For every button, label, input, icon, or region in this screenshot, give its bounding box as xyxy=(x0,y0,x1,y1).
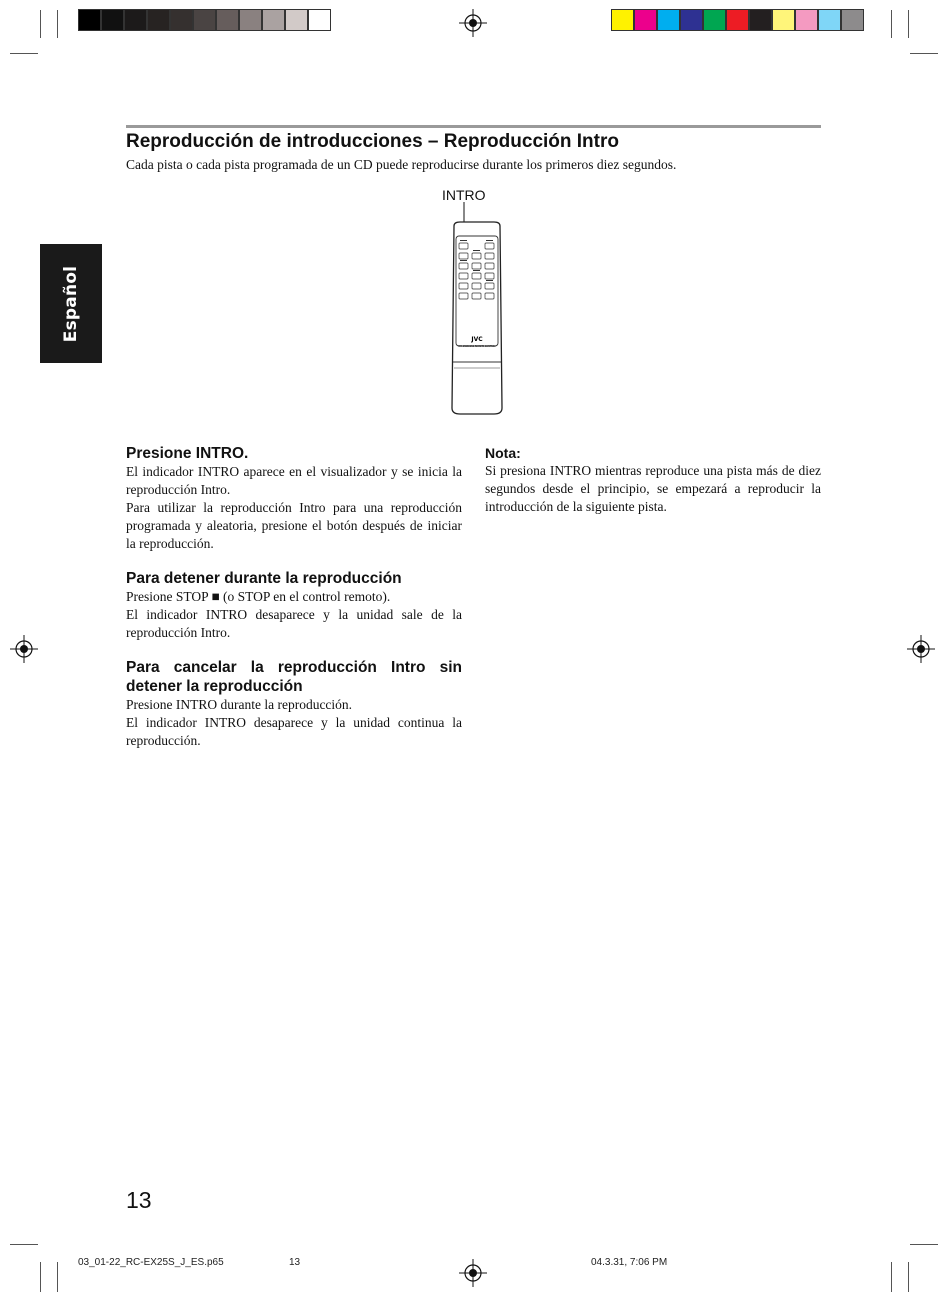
language-tab-label: Español xyxy=(61,265,82,342)
color-swatch xyxy=(772,9,795,31)
color-swatch xyxy=(147,9,170,31)
section-title: Reproducción de introducciones – Reproducción Intro xyxy=(126,131,619,152)
right-column xyxy=(485,444,821,516)
step-paragraph: Para utilizar la reproducción Intro para una reproducción programada y aleatoria, presione el botón después de iniciar la reproducción. xyxy=(126,500,462,551)
step-paragraph: El indicador INTRO aparece en el visualizador y se inicia la reproducción Intro. xyxy=(126,464,462,497)
footer-file: 03_01-22_RC-EX25S_J_ES.p65 xyxy=(78,1257,224,1268)
color-swatch xyxy=(657,9,680,31)
registration-mark-icon xyxy=(459,9,487,37)
note-heading: Nota: xyxy=(485,445,521,461)
stop-heading: Para detener durante la reproducción xyxy=(126,570,402,587)
cancel-paragraph: El indicador INTRO desaparece y la unidad continua la reproducción. xyxy=(126,715,462,748)
crop-mark xyxy=(908,10,909,38)
color-swatch xyxy=(101,9,124,31)
crop-mark xyxy=(40,10,41,38)
left-column xyxy=(126,444,462,766)
color-swatch xyxy=(818,9,841,31)
remote-control-illustration xyxy=(446,202,508,420)
step-heading: Presione INTRO. xyxy=(126,445,249,462)
color-swatch xyxy=(726,9,749,31)
color-swatch xyxy=(193,9,216,31)
gray-calibration-bar xyxy=(78,9,331,31)
note-text: Si presiona INTRO mientras reproduce una pista más de diez segundos desde el principio, se empezará a reproducir la introducción de la siguiente pista. xyxy=(485,463,821,514)
footer-date: 04.3.31, 7:06 PM xyxy=(591,1257,668,1268)
language-tab xyxy=(40,244,102,363)
color-swatch xyxy=(170,9,193,31)
crop-mark xyxy=(910,1244,938,1245)
cancel-paragraph: Presione INTRO durante la reproducción. xyxy=(126,697,353,712)
stop-paragraph: Presione STOP ■ (o STOP en el control remoto). xyxy=(126,589,391,604)
color-swatch xyxy=(634,9,657,31)
crop-mark xyxy=(908,1262,909,1292)
step-section xyxy=(126,444,462,553)
color-swatch xyxy=(216,9,239,31)
color-calibration-bar xyxy=(611,9,864,31)
remote-model-text: RM-SRCEX25S REMOTE CONTROL xyxy=(458,345,496,348)
page-number: 13 xyxy=(126,1187,152,1213)
crop-mark xyxy=(891,1262,892,1292)
cancel-heading: Para cancelar la reproducción Intro sin detener la reproducción xyxy=(126,659,462,695)
color-swatch xyxy=(78,9,101,31)
crop-mark xyxy=(910,53,938,54)
color-swatch xyxy=(680,9,703,31)
crop-mark xyxy=(57,1262,58,1292)
color-swatch xyxy=(124,9,147,31)
section-intro: Cada pista o cada pista programada de un CD puede reproducirse durante los primeros diez segundos. xyxy=(126,157,677,172)
remote-brand-logo: JVC xyxy=(471,336,483,343)
color-swatch xyxy=(795,9,818,31)
color-swatch xyxy=(749,9,772,31)
color-swatch xyxy=(285,9,308,31)
registration-mark-icon xyxy=(907,635,935,663)
color-swatch xyxy=(308,9,331,31)
stop-section xyxy=(126,569,462,642)
crop-mark xyxy=(891,10,892,38)
color-swatch xyxy=(262,9,285,31)
color-swatch xyxy=(239,9,262,31)
footer-page: 13 xyxy=(289,1257,301,1268)
registration-mark-icon xyxy=(10,635,38,663)
registration-mark-icon xyxy=(459,1259,487,1287)
color-swatch xyxy=(703,9,726,31)
crop-mark xyxy=(40,1262,41,1292)
crop-mark xyxy=(10,53,38,54)
intro-callout-label: INTRO xyxy=(442,187,486,203)
color-swatch xyxy=(841,9,864,31)
crop-mark xyxy=(57,10,58,38)
section-rule xyxy=(126,125,821,128)
stop-paragraph: El indicador INTRO desaparece y la unidad sale de la reproducción Intro. xyxy=(126,607,462,640)
cancel-section xyxy=(126,658,462,750)
crop-mark xyxy=(10,1244,38,1245)
color-swatch xyxy=(611,9,634,31)
